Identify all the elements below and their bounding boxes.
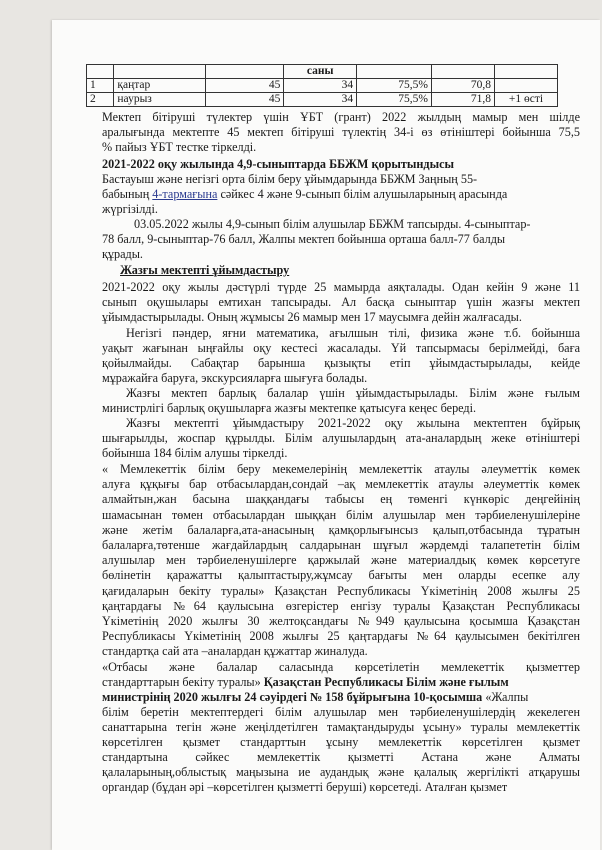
table-cell: 1 xyxy=(87,79,114,93)
text-line: ұйымдастырылады. Оның жұмысы 26 мамыр мен 17 маусымға дейін жалғасады. xyxy=(102,310,522,324)
text-line: балаларға,төтенше жағдайлардың салдарынан шұғыл жәрдемді талапететін білім xyxy=(102,538,580,552)
table-cell: 34 xyxy=(284,93,357,107)
text-line: Мектеп бітіруші түлектер үшін ҰБТ (грант) 2022 жылдың мамыр мен шілде xyxy=(102,110,580,124)
text-line: сынып оқушылары емтихан тапсырады. Ал басқа сыныптар үшін жазғы мектеп xyxy=(102,295,580,309)
text-line: алуға құқығы бар отбасылардан,сондай –ақ мемлекеттік атаулы әлеуметтік көмек xyxy=(102,477,580,492)
text-line: % пайыз ҰБТ тестке тіркелді. xyxy=(102,140,257,154)
text-line: құрады. xyxy=(102,247,143,261)
text-line: шамасынан төмен отбасылардан шыққан білім алушылар мен тәрбиеленушілеріне xyxy=(102,507,580,522)
table-header-row xyxy=(87,65,558,79)
text-line: Үкіметінің 2020 жылғы 30 желтоқсандағы №949 қаулысына қосымша Қазақстан xyxy=(102,614,580,628)
table-header-count: саны xyxy=(284,65,357,79)
order-reference: министрінің 2020 жылғы 24 сәуірдегі № 158 бұйрығына 10-қосымша xyxy=(102,690,483,704)
text-line: стандартына сәйкес мемлекеттік қызметті Астана және Алматы xyxy=(102,750,580,764)
table-cell xyxy=(494,79,557,93)
text-line: алмайтын,жан басына шаққандағы табысы ең төменгі күнкөріс деңгейінің xyxy=(102,492,580,507)
article-link[interactable]: 4-тармағына xyxy=(152,187,218,201)
table-cell xyxy=(357,65,432,79)
section-heading-bbzhm: 2021-2022 оқу жылында 4,9-сыныптарда ББЖМ қорытындысы xyxy=(102,157,455,171)
text-line: алушылар мен тәрбиеленушілерге қаржылай және материалдық көмек көрсетуге xyxy=(102,553,580,568)
table-row xyxy=(87,79,558,93)
table-cell: 71,8 xyxy=(431,93,494,107)
text-line: «Отбасы және балалар саласында көрсетілетін мемлекеттік қызметтер xyxy=(102,660,580,674)
table-cell: қаңтар xyxy=(114,79,206,93)
table-row xyxy=(87,93,558,107)
section-heading-summer-school: Жазғы мектепті ұйымдастыру xyxy=(120,263,290,277)
text-line: санаттарына тегін және жеңілдетілген тамақтандыруды ұсыну» туралы мемлекеттік xyxy=(102,720,580,734)
text-span: стандарттарын бекіту туралы» xyxy=(102,675,264,689)
text-line: 78 балл, 9-сыныптар-76 балл, Жалпы мектеп бойынша орташа балл-77 балды xyxy=(102,232,506,246)
text-span: сәйкес 4 және 9-сынып білім алушыларының арасында xyxy=(217,187,508,201)
text-line: қалаларының,облыстық маңызына ие аудандық және қалалық жергілікті атқарушы xyxy=(102,765,580,779)
text-line: жүргізілді. xyxy=(102,202,158,216)
text-line: Республикасы Үкіметінің 2008 жылғы 25 қаңтардағы №64 қаулысымен бекітілген xyxy=(102,629,580,644)
text-line xyxy=(102,690,528,705)
text-line: қағидаларын бекіту туралы» Қазақстан Республикасы Үкіметінің 2008 жылғы 25 xyxy=(102,583,580,598)
text-line: Негізгі пәндер, яғни математика, ағылшын тілі, физика және т.б. бойынша xyxy=(126,326,580,340)
text-line: қойылмайды. Сабақтар барынша қызықты етіп ұйымдастырылады, кейде xyxy=(102,356,580,370)
text-line: мұражайға баруға, экскурсияларға шығуға болады. xyxy=(102,371,368,385)
text-line: Жазғы мектеп барлық балалар үшін ұйымдастырылады. Білім және ғылым xyxy=(126,386,580,400)
document-content xyxy=(52,0,600,850)
order-reference: Қазақстан Республикасы Білім және ғылым xyxy=(263,675,509,689)
text-line: 03.05.2022 жылы 4,9-сынып білім алушылар ББЖМ тапсырды. 4-сыныптар- xyxy=(134,217,531,231)
text-line: министрлігі барлық оқушыларға жазғы мектепке қатысуға кеңес береді. xyxy=(102,401,477,415)
text-span: бабының xyxy=(102,187,153,201)
text-line: бөлінетін қаражатты қалыптастыру,жұмсау бағыты мен оларды есепке алу xyxy=(102,568,580,583)
text-line: органдар (бұдан әрі –көрсетілген қызметті беруші) көрсетеді. Аталған қызмет xyxy=(102,780,508,794)
table-cell xyxy=(431,65,494,79)
table-cell: +1 өсті xyxy=(494,93,557,107)
table-cell: 45 xyxy=(205,93,283,107)
text-line: Бастауыш және негізгі орта білім беру ұйымдарында ББЖМ Заңның 55- xyxy=(102,172,478,186)
table-cell: 75,5% xyxy=(357,93,432,107)
text-line: « Мемлекеттік білім беру мекемелерінің мемлекеттік атаулы әлеуметтік көмек xyxy=(102,462,580,476)
table-cell: 34 xyxy=(284,79,357,93)
text-line: білім беретін мектептердегі білім алушылар мен тәрбиеленушілердің жекелеген xyxy=(102,705,580,719)
table-cell: 75,5% xyxy=(357,79,432,93)
text-line: 2021-2022 оқу жылы дәстүрлі түрде 25 мамырда аяқталады. Одан кейін 9 және 11 xyxy=(102,280,580,294)
text-line: стандартқа сай ата –аналардан құжаттар жиналуда. xyxy=(102,644,368,659)
text-line: және жетім балаларға,ата-анасының қамқорлығынсыз қалып,отбасында тұратын xyxy=(102,522,580,537)
table-cell: 70,8 xyxy=(431,79,494,93)
text-line: Жазғы мектепті ұйымдастыру 2021-2022 оқу жылына мектептен бұйрық xyxy=(126,416,580,430)
text-line: аралығында мектепте 45 мектеп бітіруші түлектің 34-і өз өтініштері бойынша 75,5 xyxy=(102,125,580,139)
text-line: қаңтардағы №64 қаулысына өзгерістер енгізу туралы Қазақстан Республикасы xyxy=(102,598,580,613)
table-cell: 45 xyxy=(205,79,283,93)
text-line xyxy=(102,675,580,690)
exam-registration-table xyxy=(86,64,558,107)
table-cell: наурыз xyxy=(114,93,206,107)
table-cell xyxy=(114,65,206,79)
table-cell xyxy=(205,65,283,79)
table-cell xyxy=(87,65,114,79)
text-line: уақыт жағынан ыңғайлы оқу кестесі жасалады. Үй тапсырмасы берілмейді, баға xyxy=(102,341,580,355)
text-line xyxy=(102,187,507,202)
text-line: шығарылды, жоспар құрылды. Білім алушылардың ата-аналардың жеке өтініштері xyxy=(102,431,580,445)
text-line: көрсетілген қызмет стандарттын ұсыну мемлекеттік көрсетілген қызмет xyxy=(102,735,580,749)
text-line: бойынша 184 білім алушы тіркелді. xyxy=(102,446,288,460)
table-cell xyxy=(494,65,557,79)
text-span: «Жалпы xyxy=(482,690,529,704)
table-cell: 2 xyxy=(87,93,114,107)
